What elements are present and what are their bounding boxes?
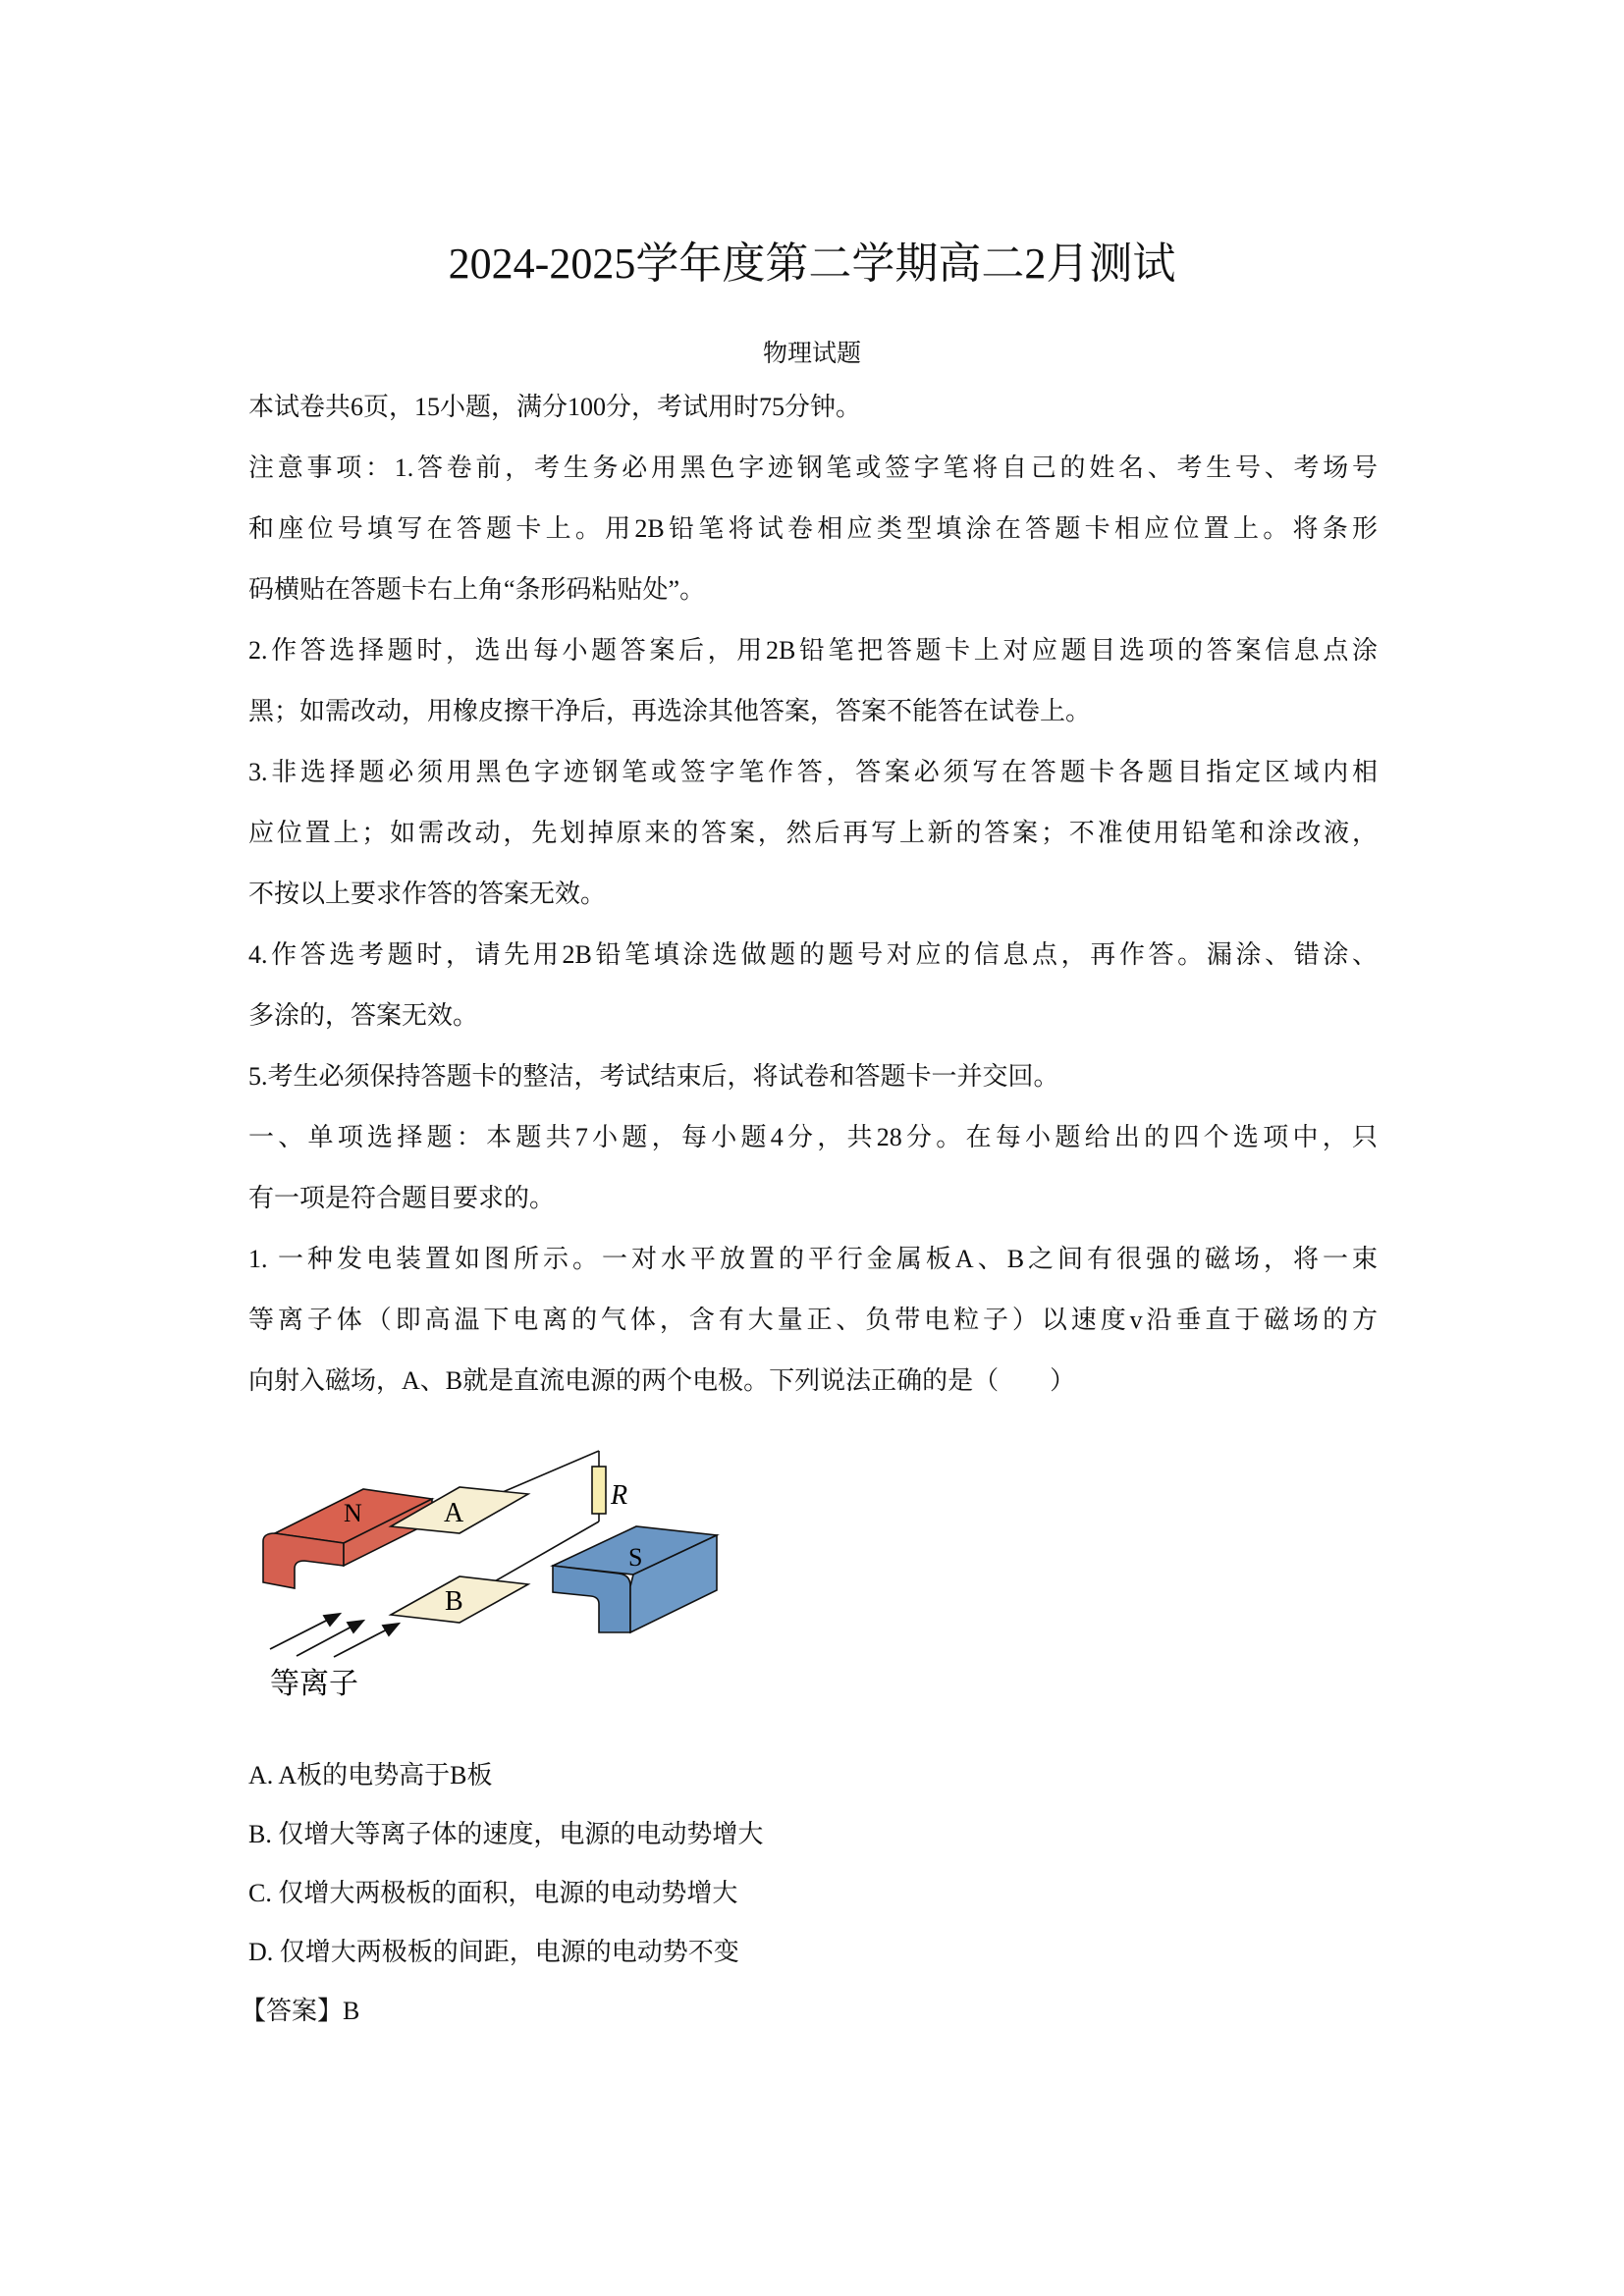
plate-b-icon xyxy=(391,1576,528,1623)
plasma-generator-figure xyxy=(245,1443,736,1718)
question-stem: 向射入磁场，A、B就是直流电源的两个电极。下列说法正确的是（ ） xyxy=(248,1366,1076,1395)
south-magnet-icon xyxy=(553,1526,717,1632)
notice-line: 注意事项：1.答卷前，考生务必用黑色字迹钢笔或签字笔将自己的姓名、考生号、考场号 xyxy=(248,454,1378,482)
notice-line: 2.作答选择题时，选出每小题答案后，用2B铅笔把答题卡上对应题目选项的答案信息点涂 xyxy=(248,636,1378,665)
resistor-label: R xyxy=(611,1480,628,1511)
notice-line: 码横贴在答题卡右上角“条形码粘贴处”。 xyxy=(248,575,706,604)
svg-text:S: S xyxy=(628,1543,643,1572)
svg-text:N: N xyxy=(344,1499,362,1527)
svg-text:B: B xyxy=(445,1586,463,1617)
north-magnet-icon xyxy=(263,1489,432,1588)
answer-text: 【答案】B xyxy=(241,1997,360,2025)
option-d: D. 仅增大两极板的间距，电源的电动势不变 xyxy=(248,1938,739,1966)
notice-line: 多涂的，答案无效。 xyxy=(248,1001,479,1030)
resistor-icon xyxy=(592,1467,606,1514)
plasma-label: 等离子 xyxy=(270,1667,358,1701)
intro-text: 本试卷共6页，15小题，满分100分，考试用时75分钟。 xyxy=(248,393,862,421)
option-a: A. A板的电势高于B板 xyxy=(248,1761,493,1789)
figure-svg xyxy=(245,1443,736,1718)
notice-line: 应位置上；如需改动，先划掉原来的答案，然后再写上新的答案；不准使用铅笔和涂改液， xyxy=(248,819,1378,847)
notice-line: 和座位号填写在答题卡上。用2B铅笔将试卷相应类型填涂在答题卡相应位置上。将条形 xyxy=(248,514,1378,543)
notice-line: 4.作答选考题时，请先用2B铅笔填涂选做题的题号对应的信息点，再作答。漏涂、错涂、 xyxy=(248,940,1378,969)
option-c: C. 仅增大两极板的面积，电源的电动势增大 xyxy=(248,1879,738,1907)
notice-line: 黑；如需改动，用橡皮擦干净后，再选涂其他答案，答案不能答在试卷上。 xyxy=(248,697,1092,725)
question-stem: 等离子体（即高温下电离的气体，含有大量正、负带电粒子）以速度v沿垂直于磁场的方 xyxy=(248,1306,1378,1334)
page-subtitle: 物理试题 xyxy=(762,339,861,367)
option-b: B. 仅增大等离子体的速度，电源的电动势增大 xyxy=(248,1820,764,1848)
notice-line: 5.考生必须保持答题卡的整洁，考试结束后，将试卷和答题卡一并交回。 xyxy=(248,1062,1059,1091)
section-heading: 一、单项选择题：本题共7小题，每小题4分，共28分。在每小题给出的四个选项中，只 xyxy=(248,1123,1378,1151)
question-stem: 1. 一种发电装置如图所示。一对水平放置的平行金属板A、B之间有很强的磁场，将一束 xyxy=(248,1245,1378,1273)
notice-line: 不按以上要求作答的答案无效。 xyxy=(248,880,607,908)
notice-line: 3.非选择题必须用黑色字迹钢笔或签字笔作答，答案必须写在答题卡各题目指定区域内相 xyxy=(248,758,1378,786)
svg-text:A: A xyxy=(444,1498,464,1528)
section-heading: 有一项是符合题目要求的。 xyxy=(248,1184,556,1212)
plasma-arrows-icon xyxy=(270,1614,399,1657)
page-title: 2024-2025学年度第二学期高二2月测试 xyxy=(448,240,1176,288)
